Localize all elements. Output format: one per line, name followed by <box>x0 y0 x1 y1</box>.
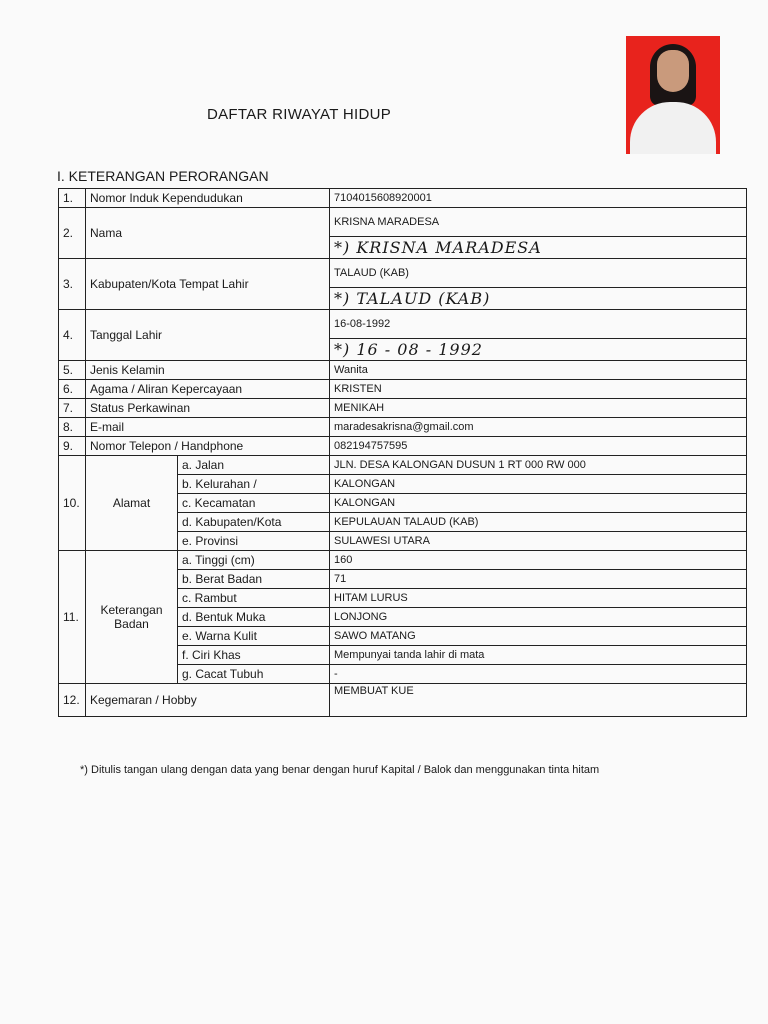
row-label: Status Perkawinan <box>86 399 330 418</box>
table-row <box>59 684 747 717</box>
profile-photo <box>626 36 720 154</box>
telp-value: 082194757595 <box>330 437 747 456</box>
sub-label: b. Berat Badan <box>178 570 330 589</box>
status-value: MENIKAH <box>330 399 747 418</box>
sub-value: KALONGAN <box>330 494 747 513</box>
sub-value: KEPULAUAN TALAUD (KAB) <box>330 513 747 532</box>
biodata-table <box>58 188 747 717</box>
sub-value: LONJONG <box>330 608 747 627</box>
table-row <box>59 551 747 570</box>
sub-label: g. Cacat Tubuh <box>178 665 330 684</box>
row-number: 10. <box>59 456 86 551</box>
sub-value: SULAWESI UTARA <box>330 532 747 551</box>
row-number: 2. <box>59 208 86 259</box>
sub-value: Mempunyai tanda lahir di mata <box>330 646 747 665</box>
table-row <box>59 259 747 288</box>
hobby-value: MEMBUAT KUE <box>330 684 747 717</box>
sub-label: a. Tinggi (cm) <box>178 551 330 570</box>
tgl-handwritten: *) 16 - 08 - 1992 <box>330 339 747 361</box>
kota-value: TALAUD (KAB) <box>330 259 747 288</box>
row-label: Kabupaten/Kota Tempat Lahir <box>86 259 330 310</box>
sub-value: 71 <box>330 570 747 589</box>
sub-value: 160 <box>330 551 747 570</box>
document-title: DAFTAR RIWAYAT HIDUP <box>207 106 392 123</box>
sub-label: d. Bentuk Muka <box>178 608 330 627</box>
row-number: 1. <box>59 189 86 208</box>
table-row <box>59 361 747 380</box>
sub-value: KALONGAN <box>330 475 747 494</box>
agama-value: KRISTEN <box>330 380 747 399</box>
kota-handwritten: *) TALAUD (KAB) <box>330 288 747 310</box>
row-label: Tanggal Lahir <box>86 310 330 361</box>
sub-label: f. Ciri Khas <box>178 646 330 665</box>
table-row <box>59 189 747 208</box>
sub-label: e. Warna Kulit <box>178 627 330 646</box>
sub-value: - <box>330 665 747 684</box>
row-number: 4. <box>59 310 86 361</box>
sub-label: e. Provinsi <box>178 532 330 551</box>
sub-value: HITAM LURUS <box>330 589 747 608</box>
sub-label: c. Rambut <box>178 589 330 608</box>
table-row <box>59 456 747 475</box>
row-number: 8. <box>59 418 86 437</box>
email-value: maradesakrisna@gmail.com <box>330 418 747 437</box>
section-heading: I. KETERANGAN PERORANGAN <box>57 168 269 184</box>
table-row <box>59 208 747 237</box>
row-label: Jenis Kelamin <box>86 361 330 380</box>
row-label: Nama <box>86 208 330 259</box>
row-number: 5. <box>59 361 86 380</box>
row-number: 12. <box>59 684 86 717</box>
photo-face <box>657 50 689 92</box>
row-number: 3. <box>59 259 86 310</box>
table-row <box>59 437 747 456</box>
sub-value: JLN. DESA KALONGAN DUSUN 1 RT 000 RW 000 <box>330 456 747 475</box>
photo-shirt <box>630 102 716 154</box>
nama-handwritten: *) KRISNA MARADESA <box>330 237 747 259</box>
row-label: Nomor Telepon / Handphone <box>86 437 330 456</box>
table-row <box>59 380 747 399</box>
nama-value: KRISNA MARADESA <box>330 208 747 237</box>
row-number: 9. <box>59 437 86 456</box>
badan-label: Keterangan Badan <box>86 551 178 684</box>
sub-label: a. Jalan <box>178 456 330 475</box>
sub-label: c. Kecamatan <box>178 494 330 513</box>
row-label: Nomor Induk Kependudukan <box>86 189 330 208</box>
row-label: Agama / Aliran Kepercayaan <box>86 380 330 399</box>
jk-value: Wanita <box>330 361 747 380</box>
row-label: E-mail <box>86 418 330 437</box>
table-row <box>59 310 747 339</box>
sub-label: d. Kabupaten/Kota <box>178 513 330 532</box>
nik-value: 7104015608920001 <box>330 189 747 208</box>
footnote: *) Ditulis tangan ulang dengan data yang benar dengan huruf Kapital / Balok dan menggunakan tinta hitam <box>80 764 600 776</box>
sub-label: b. Kelurahan / <box>178 475 330 494</box>
row-number: 6. <box>59 380 86 399</box>
row-label: Kegemaran / Hobby <box>86 684 330 717</box>
sub-value: SAWO MATANG <box>330 627 747 646</box>
table-row <box>59 418 747 437</box>
row-number: 7. <box>59 399 86 418</box>
table-row <box>59 399 747 418</box>
row-number: 11. <box>59 551 86 684</box>
tgl-value: 16-08-1992 <box>330 310 747 339</box>
alamat-label: Alamat <box>86 456 178 551</box>
